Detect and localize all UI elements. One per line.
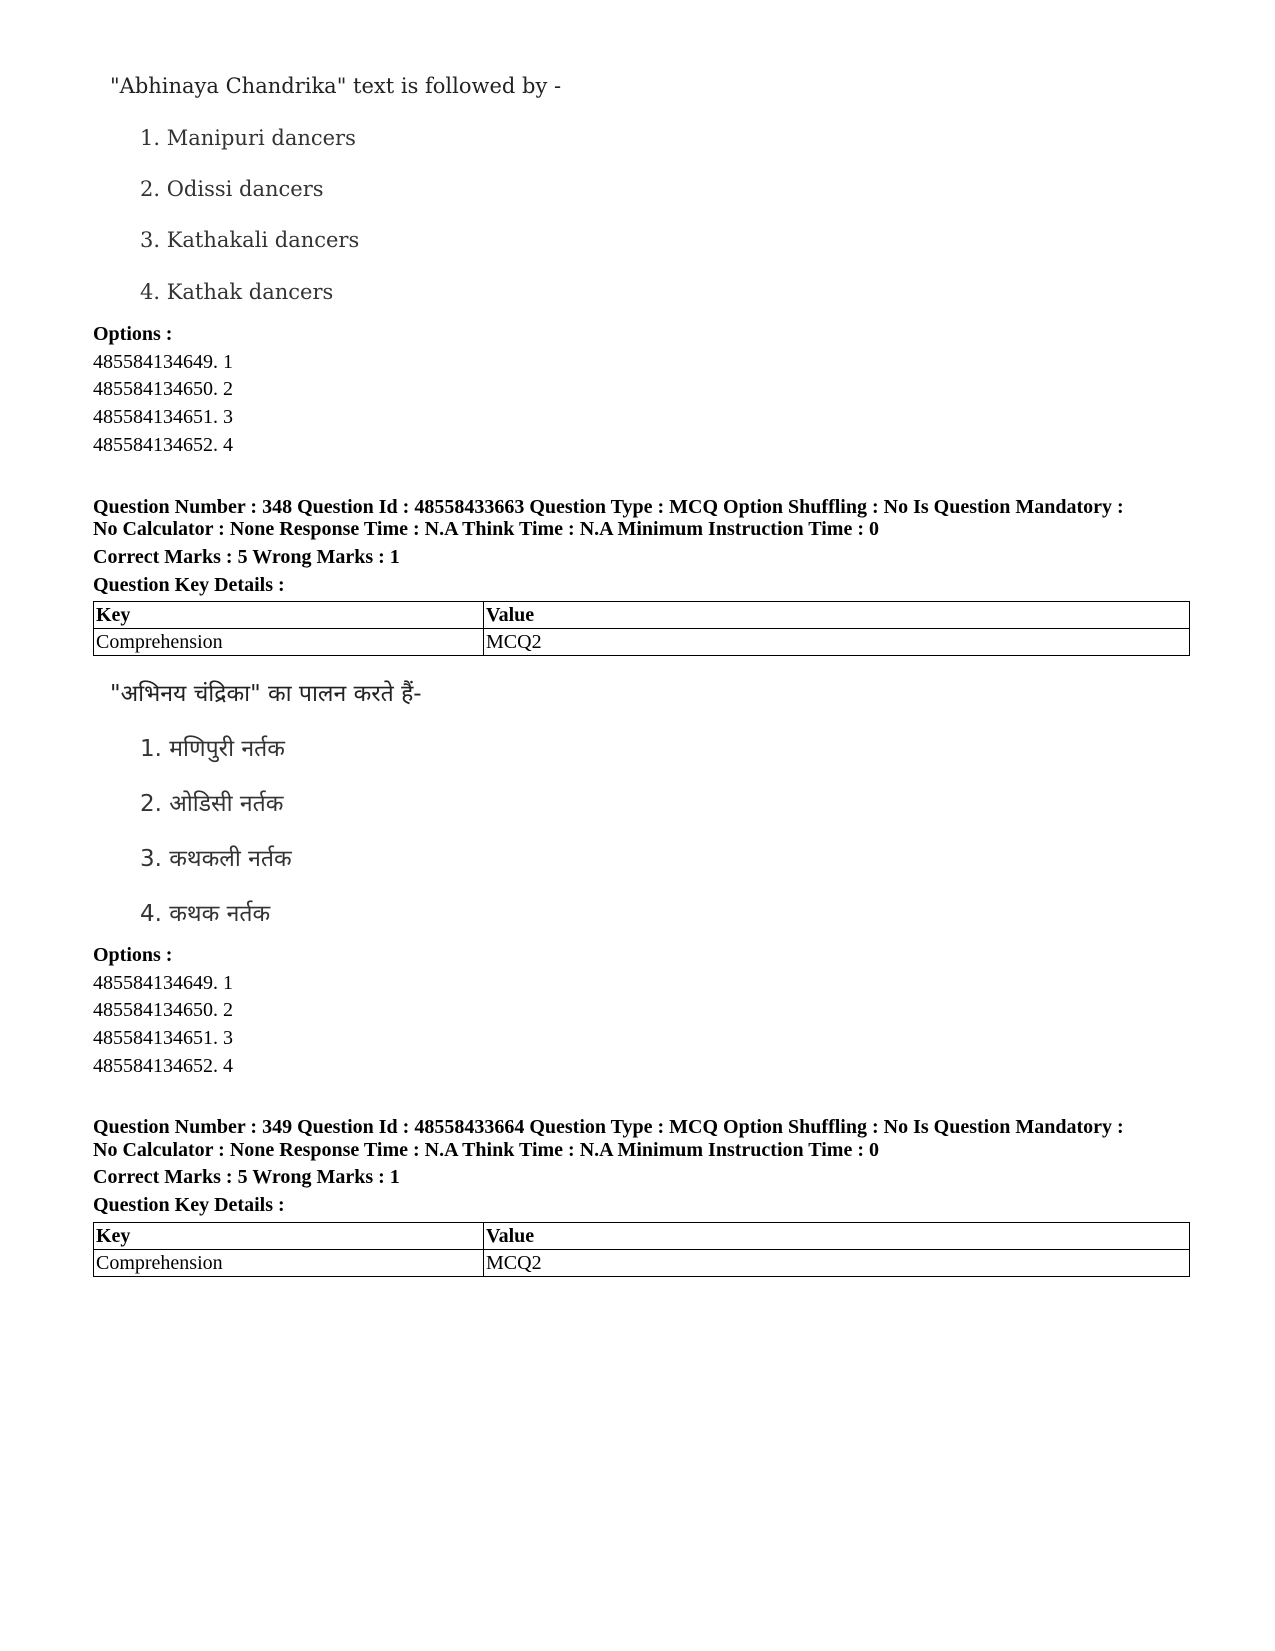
- table-header-key: Key: [94, 1223, 484, 1250]
- table-header-row: [94, 1223, 1190, 1250]
- question-header-line2: No Calculator : None Response Time : N.A Think Time : N.A Minimum Instruction Time : 0: [93, 1139, 879, 1161]
- table-cell-value: MCQ2: [484, 629, 1190, 656]
- key-details-table: [93, 1222, 1190, 1277]
- table-header-value: Value: [484, 602, 1190, 629]
- question-item-english: 4. Kathak dancers: [140, 280, 334, 304]
- option-line: 485584134651. 3: [93, 1027, 233, 1049]
- key-details-table: [93, 601, 1190, 656]
- option-line: 485584134649. 1: [93, 351, 233, 373]
- option-line: 485584134651. 3: [93, 406, 233, 428]
- question-item-hindi: 2. ओडिसी नर्तक: [140, 791, 284, 817]
- question-header-line1: Question Number : 348 Question Id : 48558433663 Question Type : MCQ Option Shuffling : No Is Question Mandatory :: [93, 496, 1124, 518]
- question-item-english: 1. Manipuri dancers: [140, 126, 356, 150]
- table-row: [94, 1250, 1190, 1277]
- options-label: Options :: [93, 323, 173, 345]
- question-item-english: 3. Kathakali dancers: [140, 228, 360, 252]
- key-details-label: Question Key Details :: [93, 1194, 285, 1216]
- option-line: 485584134649. 1: [93, 972, 233, 994]
- table-header-key: Key: [94, 602, 484, 629]
- question-prompt-english: "Abhinaya Chandrika" text is followed by -: [110, 74, 562, 98]
- marks-line: Correct Marks : 5 Wrong Marks : 1: [93, 546, 400, 568]
- option-line: 485584134652. 4: [93, 1055, 233, 1077]
- option-line: 485584134650. 2: [93, 378, 233, 400]
- question-item-hindi: 1. मणिपुरी नर्तक: [140, 736, 285, 762]
- question-header-line1: Question Number : 349 Question Id : 48558433664 Question Type : MCQ Option Shuffling : No Is Question Mandatory :: [93, 1116, 1124, 1138]
- option-line: 485584134652. 4: [93, 434, 233, 456]
- question-item-hindi: 3. कथकली नर्तक: [140, 846, 292, 872]
- question-header-line2: No Calculator : None Response Time : N.A Think Time : N.A Minimum Instruction Time : 0: [93, 518, 879, 540]
- question-item-english: 2. Odissi dancers: [140, 177, 324, 201]
- table-cell-value: MCQ2: [484, 1250, 1190, 1277]
- table-cell-key: Comprehension: [94, 629, 484, 656]
- table-cell-key: Comprehension: [94, 1250, 484, 1277]
- key-details-label: Question Key Details :: [93, 574, 285, 596]
- table-row: [94, 629, 1190, 656]
- options-label: Options :: [93, 944, 173, 966]
- question-item-hindi: 4. कथक नर्तक: [140, 901, 271, 927]
- marks-line: Correct Marks : 5 Wrong Marks : 1: [93, 1166, 400, 1188]
- question-prompt-hindi: "अभिनय चंद्रिका" का पालन करते हैं-: [110, 681, 422, 707]
- table-header-row: [94, 602, 1190, 629]
- table-header-value: Value: [484, 1223, 1190, 1250]
- option-line: 485584134650. 2: [93, 999, 233, 1021]
